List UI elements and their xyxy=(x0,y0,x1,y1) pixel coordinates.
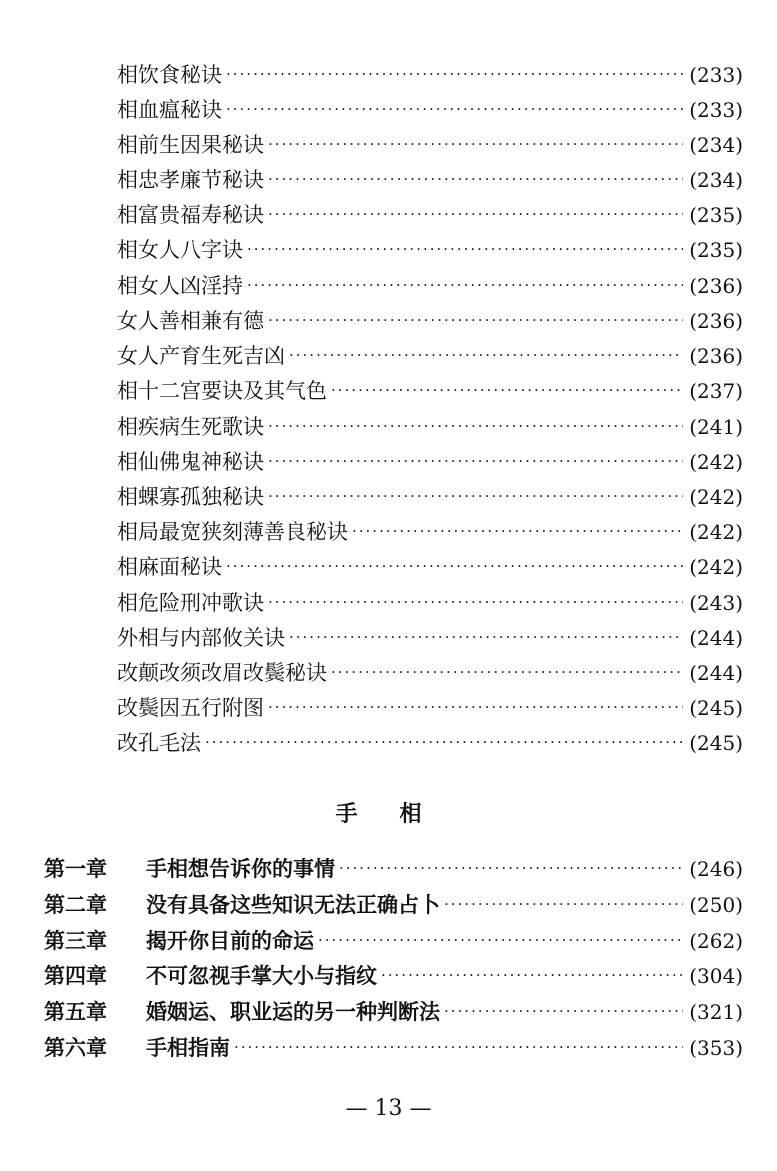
dot-leader xyxy=(339,850,683,886)
entry-title: 女人产育生死吉凶 xyxy=(117,344,285,368)
dot-leader xyxy=(381,957,683,993)
toc-entry[interactable] xyxy=(117,690,743,726)
entry-title: 改颠改须改眉改鬓秘诀 xyxy=(117,661,327,685)
dot-leader xyxy=(226,548,683,584)
entry-title: 改孔毛法 xyxy=(117,731,201,755)
entry-title: 相麻面秘诀 xyxy=(117,555,222,579)
entry-title: 相忠孝廉节秘诀 xyxy=(117,168,264,192)
entry-page-number: (353) xyxy=(689,1036,743,1060)
entry-page-number: (243) xyxy=(689,591,743,615)
toc-entry[interactable] xyxy=(117,585,743,621)
dot-leader xyxy=(247,267,683,303)
entry-title: 相女人凶淫持 xyxy=(117,274,243,298)
entry-page-number: (242) xyxy=(689,450,743,474)
entry-page-number: (246) xyxy=(689,857,743,881)
entry-page-number: (233) xyxy=(689,63,743,87)
dot-leader xyxy=(226,91,683,127)
entry-title: 不可忽视手掌大小与指纹 xyxy=(146,963,377,988)
toc-entry[interactable] xyxy=(117,197,743,233)
dot-leader xyxy=(444,886,683,922)
entry-page-number: (234) xyxy=(689,133,743,157)
entry-title: 相女人八字诀 xyxy=(117,238,243,262)
entry-page-number: (242) xyxy=(689,520,743,544)
entry-title: 相富贵福寿秘诀 xyxy=(117,203,264,227)
toc-entry[interactable] xyxy=(117,479,743,515)
toc-chapter-entry[interactable] xyxy=(44,923,743,959)
dot-leader xyxy=(289,337,683,373)
entry-page-number: (236) xyxy=(689,344,743,368)
section-heading-palmistry: 手相 xyxy=(335,801,464,827)
entry-page-number: (244) xyxy=(689,626,743,650)
entry-page-number: (235) xyxy=(689,203,743,227)
dot-leader xyxy=(268,408,683,444)
entry-page-number: (242) xyxy=(689,555,743,579)
toc-chapter-entry[interactable] xyxy=(44,994,743,1030)
toc-entry[interactable] xyxy=(117,444,743,480)
toc-entry[interactable] xyxy=(117,268,743,304)
dot-leader xyxy=(352,513,683,549)
chapter-number: 第二章 xyxy=(44,892,107,917)
dot-leader xyxy=(318,922,683,958)
entry-title: 相仙佛鬼神秘诀 xyxy=(117,450,264,474)
entry-title: 相饮食秘诀 xyxy=(117,63,222,87)
entry-title: 相局最宽狭刻薄善良秘诀 xyxy=(117,520,348,544)
toc-entry[interactable] xyxy=(117,92,743,128)
entry-page-number: (245) xyxy=(689,731,743,755)
toc-chapter-entry[interactable] xyxy=(44,1030,743,1066)
page-footer-number: — 13 — xyxy=(345,1096,432,1121)
toc-entry[interactable] xyxy=(117,655,743,691)
toc-entry[interactable] xyxy=(117,549,743,585)
toc-chapter-entry[interactable] xyxy=(44,887,743,923)
toc-entry[interactable] xyxy=(117,620,743,656)
entry-page-number: (250) xyxy=(689,893,743,917)
dot-leader xyxy=(268,302,683,338)
entry-title: 相危险刑冲歌诀 xyxy=(117,591,264,615)
toc-entry[interactable] xyxy=(117,162,743,198)
entry-title: 没有具备这些知识无法正确占卜 xyxy=(146,892,440,917)
entry-page-number: (242) xyxy=(689,485,743,509)
chapter-number: 第六章 xyxy=(44,1035,107,1060)
entry-page-number: (304) xyxy=(689,964,743,988)
dot-leader xyxy=(247,231,683,267)
toc-chapter-entry[interactable] xyxy=(44,851,743,887)
dot-leader xyxy=(268,689,683,725)
dot-leader xyxy=(268,126,683,162)
entry-page-number: (235) xyxy=(689,238,743,262)
entry-page-number: (262) xyxy=(689,929,743,953)
toc-entry[interactable] xyxy=(117,338,743,374)
entry-title: 相疾病生死歌诀 xyxy=(117,415,264,439)
dot-leader xyxy=(268,161,683,197)
dot-leader xyxy=(205,724,683,760)
entry-page-number: (236) xyxy=(689,309,743,333)
toc-entry[interactable] xyxy=(117,127,743,163)
toc-chapter-entry[interactable] xyxy=(44,958,743,994)
dot-leader xyxy=(331,654,683,690)
chapter-number: 第一章 xyxy=(44,856,107,881)
toc-entry[interactable] xyxy=(117,409,743,445)
dot-leader xyxy=(289,619,683,655)
dot-leader xyxy=(331,372,683,408)
entry-title: 相血瘟秘诀 xyxy=(117,98,222,122)
chapter-number: 第五章 xyxy=(44,999,107,1024)
entry-title: 相十二宫要诀及其气色 xyxy=(117,379,327,403)
entry-title: 女人善相兼有德 xyxy=(117,309,264,333)
toc-entry[interactable] xyxy=(117,303,743,339)
entry-page-number: (236) xyxy=(689,274,743,298)
dot-leader xyxy=(268,584,683,620)
entry-page-number: (244) xyxy=(689,661,743,685)
entry-page-number: (245) xyxy=(689,696,743,720)
dot-leader xyxy=(226,56,683,92)
toc-entry[interactable] xyxy=(117,232,743,268)
chapter-number: 第四章 xyxy=(44,963,107,988)
entry-page-number: (241) xyxy=(689,415,743,439)
dot-leader xyxy=(268,443,683,479)
entry-title: 外相与内部攸关诀 xyxy=(117,626,285,650)
dot-leader xyxy=(268,478,683,514)
dot-leader xyxy=(268,196,683,232)
entry-title: 婚姻运、职业运的另一种判断法 xyxy=(146,999,440,1024)
entry-page-number: (233) xyxy=(689,98,743,122)
entry-title: 相蜾寡孤独秘诀 xyxy=(117,485,264,509)
toc-entry[interactable] xyxy=(117,57,743,93)
toc-entry[interactable] xyxy=(117,514,743,550)
chapter-number: 第三章 xyxy=(44,928,107,953)
entry-title: 揭开你目前的命运 xyxy=(146,928,314,953)
entry-page-number: (237) xyxy=(689,379,743,403)
dot-leader xyxy=(234,1029,683,1065)
entry-page-number: (321) xyxy=(689,1000,743,1024)
toc-entry[interactable] xyxy=(117,373,743,409)
entry-title: 相前生因果秘诀 xyxy=(117,133,264,157)
entry-title: 改鬓因五行附图 xyxy=(117,696,264,720)
entry-title: 手相想告诉你的事情 xyxy=(146,856,335,881)
toc-entry[interactable] xyxy=(117,725,743,761)
dot-leader xyxy=(444,993,683,1029)
entry-title: 手相指南 xyxy=(146,1035,230,1060)
entry-page-number: (234) xyxy=(689,168,743,192)
